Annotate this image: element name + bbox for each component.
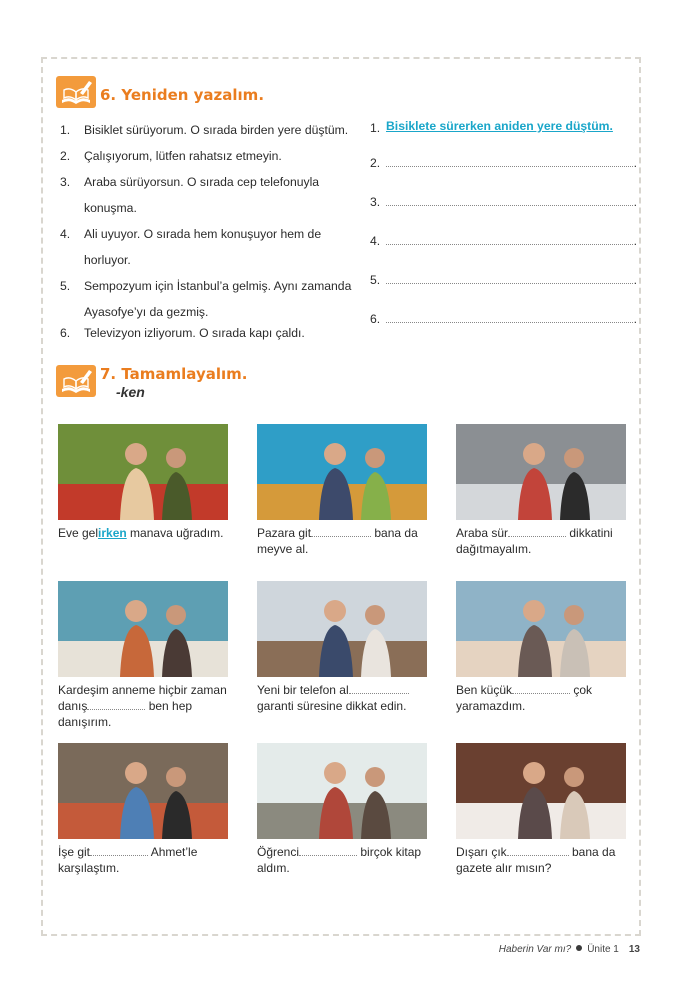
book-title: Haberin Var mı? (498, 944, 572, 955)
answer-period: . (633, 156, 637, 170)
answer-period: . (633, 312, 637, 326)
sentence-start: Dışarı çık (456, 845, 507, 859)
sentence-start: Eve gel (58, 526, 99, 540)
suffix-blank[interactable] (311, 526, 371, 537)
item-number: 1. (60, 123, 71, 137)
exercise-sentence (58, 525, 236, 541)
bullet-icon (576, 945, 582, 951)
answer-number: 6. (370, 312, 381, 326)
page-footer (499, 944, 640, 955)
answer-period: . (633, 234, 637, 248)
answer-blank[interactable] (386, 244, 633, 245)
answer-number: 2. (370, 156, 381, 170)
sentence-end: bana da meyve al. (257, 526, 418, 556)
item-text: Ali uyuyor. O sırada hem konuşuyor hem de horluyor. (84, 227, 322, 267)
sentence-end: çok yaramazdım. (456, 683, 593, 713)
sentence-start: Yeni bir telefon al (257, 683, 349, 697)
item-text: Televizyon izliyorum. O sırada kapı çaldı. (84, 326, 305, 340)
suffix-blank[interactable] (349, 683, 409, 694)
sentence-end: birçok kitap aldım. (257, 845, 422, 875)
exercise-photo (456, 743, 626, 839)
exercise-photo (257, 424, 427, 520)
sentence-start: Pazara git (257, 526, 312, 540)
item-text: Bisiklet sürüyorum. O sırada birden yere düştüm. (84, 123, 349, 137)
suffix-blank[interactable] (512, 683, 570, 694)
filled-suffix: irken (98, 526, 127, 540)
suffix-blank[interactable] (508, 526, 566, 537)
unit-label: Ünite 1 (587, 944, 619, 955)
page-number: 13 (628, 944, 640, 955)
sentence-end: manava uğradım. (126, 526, 224, 540)
answer-number: 1. (370, 121, 381, 135)
exercise-sentence (456, 525, 634, 557)
sentence-start: Ben küçük (456, 683, 513, 697)
answer-blank[interactable] (386, 166, 633, 167)
suffix-blank[interactable] (90, 845, 148, 856)
exercise-sentence (257, 844, 435, 876)
section-7-title: 7. Tamamlayalım. (100, 365, 248, 383)
section-6-title: 6. Yeniden yazalım. (100, 86, 265, 104)
sentence-item (60, 169, 360, 221)
exercise-photo (257, 743, 427, 839)
sentence-start: Araba sür (456, 526, 509, 540)
suffix-blank[interactable] (299, 845, 357, 856)
item-number: 4. (60, 227, 71, 241)
exercise-photo (456, 581, 626, 677)
sentence-item (60, 221, 360, 273)
answer-line[interactable] (370, 117, 637, 135)
item-number: 5. (60, 279, 71, 293)
answer-blank[interactable] (386, 283, 633, 284)
sentence-item (60, 143, 360, 169)
suffix-blank[interactable] (507, 845, 569, 856)
sentence-end: bana da gazete alır mısın? (456, 845, 616, 875)
exercise-sentence (58, 682, 236, 730)
sentence-item (60, 273, 360, 325)
exercise-photo (58, 424, 228, 520)
answer-blank[interactable] (386, 205, 633, 206)
item-number: 2. (60, 149, 71, 163)
answer-line[interactable] (370, 269, 637, 287)
book-pencil-icon (56, 76, 96, 108)
exercise-photo (456, 424, 626, 520)
exercise-photo (58, 581, 228, 677)
sentence-item (60, 117, 360, 143)
item-text: Sempozyum için İstanbul’a gelmiş. Aynı zamanda Ayasofye’yı da gezmiş. (84, 279, 352, 319)
item-text: Çalışıyorum, lütfen rahatsız etmeyin. (84, 149, 282, 163)
exercise-photo (58, 743, 228, 839)
exercise-sentence (257, 682, 435, 714)
exercise-sentence (456, 682, 634, 714)
sentence-start: İşe git (58, 845, 91, 859)
sentence-end: dikkatini dağıtmayalım. (456, 526, 613, 556)
suffix-label: -ken (116, 384, 145, 400)
answer-period: . (633, 195, 637, 209)
answer-blank[interactable] (386, 322, 633, 323)
answer-number: 4. (370, 234, 381, 248)
item-number: 6. (60, 326, 71, 340)
exercise-sentence (257, 525, 435, 557)
answer-line[interactable] (370, 191, 637, 209)
sentence-start: Öğrenci (257, 845, 300, 859)
sentence-item (60, 320, 360, 346)
exercise-photo (257, 581, 427, 677)
item-number: 3. (60, 175, 71, 189)
answer-number: 3. (370, 195, 381, 209)
suffix-blank[interactable] (87, 699, 145, 710)
sentence-end: Ahmet’le karşılaştım. (58, 845, 198, 875)
item-text: Araba sürüyorsun. O sırada cep telefonuyla konuşma. (84, 175, 320, 215)
answer-text: Bisiklete sürerken aniden yere düştüm. (386, 119, 613, 133)
answer-period: . (633, 273, 637, 287)
book-pencil-icon (56, 365, 96, 397)
answer-line[interactable] (370, 308, 637, 326)
answer-line[interactable] (370, 230, 637, 248)
sentence-end: garanti süresine dikkat edin. (257, 699, 407, 713)
sentence-start: Kardeşim anneme hiçbir zaman danış (58, 683, 227, 713)
answer-number: 5. (370, 273, 381, 287)
sentence-end: ben hep danışırım. (58, 699, 193, 729)
answer-line[interactable] (370, 152, 637, 170)
exercise-sentence (456, 844, 634, 876)
exercise-sentence (58, 844, 236, 876)
